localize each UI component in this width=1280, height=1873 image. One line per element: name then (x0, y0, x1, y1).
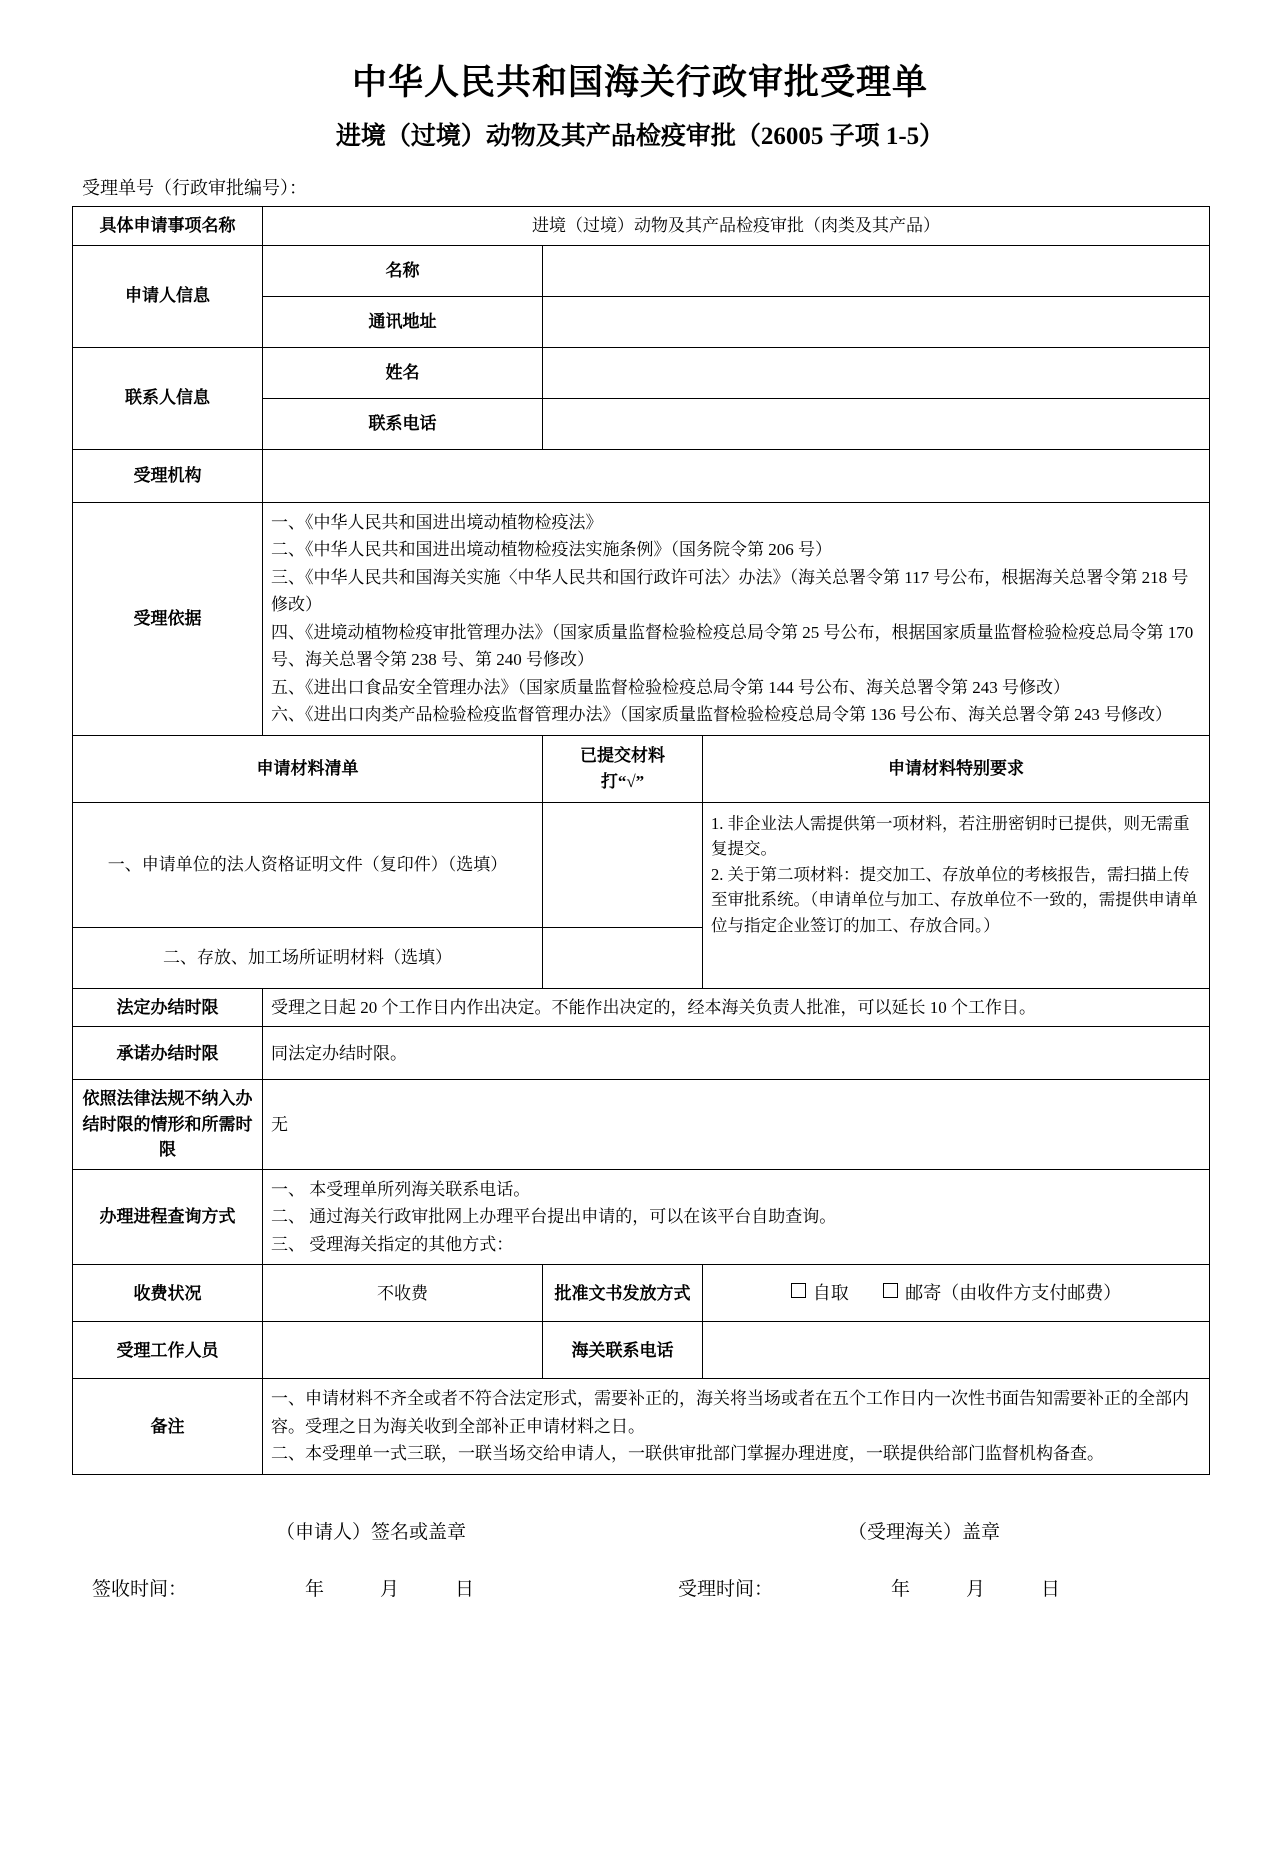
applicant-signature-label: （申请人）签名或盖章 (275, 1521, 466, 1543)
submitted-header-line1: 已提交材料 (580, 746, 665, 766)
legal-deadline-value: 受理之日起 20 个工作日内作出决定。不能作出决定的，经本海关负责人批准，可以延长 10 个工作日。 (263, 988, 1210, 1027)
excluded-time-value: 无 (263, 1080, 1210, 1170)
date-row (72, 1574, 1208, 1601)
legal-basis-item: 五、《进出口食品安全管理办法》（国家质量监督检验检疫总局令第 144 号公布、海关总署令第 243 号修改） (271, 677, 1070, 697)
material-1-checkbox[interactable] (543, 802, 703, 927)
table-row-legal-basis (73, 502, 1210, 735)
progress-query-item: 一、 本受理单所列海关联系电话。 (271, 1179, 531, 1199)
table-row-promised-deadline (73, 1027, 1210, 1080)
material-2-checkbox[interactable] (543, 927, 703, 988)
table-row-applicant-name (73, 245, 1210, 296)
checkbox-icon[interactable] (791, 1283, 806, 1298)
table-row-legal-deadline (73, 988, 1210, 1027)
staff-label: 受理工作人员 (73, 1322, 263, 1379)
approval-form-table (72, 206, 1210, 1475)
applicant-address-label: 通讯地址 (263, 296, 543, 347)
table-row-item-name (73, 207, 1210, 246)
material-item-2: 二、存放、加工场所证明材料（选填） (73, 927, 543, 988)
promised-deadline-value: 同法定办结时限。 (263, 1027, 1210, 1080)
agency-field[interactable] (263, 449, 1210, 502)
table-row-agency (73, 449, 1210, 502)
contact-phone-field[interactable] (543, 398, 1210, 449)
table-row-fee-delivery (73, 1265, 1210, 1322)
applicant-address-field[interactable] (543, 296, 1210, 347)
page-subtitle: 进境（过境）动物及其产品检疫审批（26005 子项 1-5） (335, 123, 945, 150)
table-row-materials-header (73, 735, 1210, 802)
materials-list-header: 申请材料清单 (73, 735, 543, 802)
table-row-material-1 (73, 802, 1210, 927)
accept-time-label: 受理时间： (678, 1578, 774, 1600)
sign-day-label: 日 (455, 1578, 475, 1600)
legal-basis-item: 一、《中华人民共和国进出境动植物检疫法》 (271, 512, 603, 532)
submitted-materials-header (543, 735, 703, 802)
delivery-option-pickup-label: 自取 (812, 1282, 849, 1303)
delivery-method-options (703, 1265, 1210, 1322)
fee-status-value: 不收费 (263, 1265, 543, 1322)
delivery-option-pickup[interactable] (791, 1283, 849, 1303)
item-name-value[interactable]: 进境（过境）动物及其产品检疫审批（肉类及其产品） (263, 207, 1210, 246)
applicant-info-label: 申请人信息 (73, 245, 263, 347)
accept-year-label: 年 (891, 1578, 911, 1600)
progress-query-item: 三、 受理海关指定的其他方式： (271, 1234, 514, 1254)
delivery-option-mail-label: 邮寄（由收件方支付邮费） (905, 1282, 1122, 1303)
remarks-content (263, 1379, 1210, 1475)
legal-basis-content (263, 502, 1210, 735)
sign-year-label: 年 (305, 1578, 325, 1600)
delivery-option-mail[interactable] (883, 1283, 1121, 1303)
agency-label: 受理机构 (73, 449, 263, 502)
special-requirements-content (703, 802, 1210, 988)
legal-basis-item: 四、《进境动植物检疫审批管理办法》（国家质量监督检验检疫总局令第 25 号公布，根据国家质量监督检验检疫总局令第 170 号、海关总署令第 238 号、第 240 号修改） (271, 622, 1194, 670)
legal-basis-item: 六、《进出口肉类产品检验检疫监督管理办法》（国家质量监督检验检疫总局令第 136 号公布、海关总署令第 243 号修改） (271, 705, 1172, 725)
legal-deadline-label: 法定办结时限 (73, 988, 263, 1027)
accept-date-group (640, 1574, 1208, 1601)
special-requirements-header: 申请材料特别要求 (703, 735, 1210, 802)
legal-basis-item: 二、《中华人民共和国进出境动植物检疫法实施条例》（国务院令第 206 号） (271, 540, 832, 560)
accept-month-label: 月 (966, 1578, 986, 1600)
special-requirement-item: 2. 关于第二项材料：提交加工、存放单位的考核报告，需扫描上传至审批系统。（申请单位与加工、存放单位不一致的，需提供申请单位与指定企业签订的加工、存放合同。） (711, 864, 1198, 935)
table-row-remarks (73, 1379, 1210, 1475)
table-row-excluded-time (73, 1080, 1210, 1170)
remarks-label: 备注 (73, 1379, 263, 1475)
progress-query-item: 二、 通过海关行政审批网上办理平台提出申请的，可以在该平台自助查询。 (271, 1207, 837, 1227)
fee-status-label: 收费状况 (73, 1265, 263, 1322)
customs-seal-label: （受理海关）盖章 (847, 1521, 1000, 1543)
item-name-label: 具体申请事项名称 (73, 207, 263, 246)
contact-info-label: 联系人信息 (73, 347, 263, 449)
sign-date-group (72, 1574, 640, 1601)
table-row-progress-query (73, 1169, 1210, 1265)
excluded-time-label: 依照法律法规不纳入办结时限的情形和所需时限 (73, 1080, 263, 1170)
contact-phone-label: 联系电话 (263, 398, 543, 449)
applicant-name-field[interactable] (543, 245, 1210, 296)
contact-name-label: 姓名 (263, 347, 543, 398)
progress-query-label: 办理进程查询方式 (73, 1169, 263, 1265)
table-row-staff-phone (73, 1322, 1210, 1379)
legal-basis-item: 三、《中华人民共和国海关实施〈中华人民共和国行政许可法〉办法》（海关总署令第 117 号公布，根据海关总署令第 218 号修改） (271, 567, 1189, 615)
staff-field[interactable] (263, 1322, 543, 1379)
customs-phone-label: 海关联系电话 (543, 1322, 703, 1379)
submitted-header-line2: 打“√” (600, 771, 645, 791)
applicant-name-label: 名称 (263, 245, 543, 296)
accept-day-label: 日 (1041, 1578, 1061, 1600)
table-row-contact-name (73, 347, 1210, 398)
material-item-1: 一、申请单位的法人资格证明文件（复印件）（选填） (73, 802, 543, 927)
special-requirement-item: 1. 非企业法人需提供第一项材料，若注册密钥时已提供，则无需重复提交。 (711, 813, 1190, 859)
signature-row (72, 1517, 1208, 1544)
legal-basis-label: 受理依据 (73, 502, 263, 735)
document-page (0, 62, 1280, 1873)
sign-month-label: 月 (380, 1578, 400, 1600)
promised-deadline-label: 承诺办结时限 (73, 1027, 263, 1080)
progress-query-content (263, 1169, 1210, 1265)
remarks-item: 一、申请材料不齐全或者不符合法定形式，需要补正的，海关将当场或者在五个工作日内一次性书面告知需要补正的全部内容。受理之日为海关收到全部补正申请材料之日。 (271, 1389, 1189, 1436)
checkbox-icon[interactable] (883, 1283, 898, 1298)
delivery-method-label: 批准文书发放方式 (543, 1265, 703, 1322)
contact-name-field[interactable] (543, 347, 1210, 398)
customs-phone-field[interactable] (703, 1322, 1210, 1379)
sign-time-label: 签收时间： (92, 1578, 188, 1600)
receipt-number-line: 受理单号（行政审批编号）： (82, 178, 307, 198)
remarks-item: 二、本受理单一式三联，一联当场交给申请人，一联供审批部门掌握办理进度，一联提供给部门监督机构备查。 (271, 1444, 1104, 1464)
page-title: 中华人民共和国海关行政审批受理单 (351, 63, 928, 102)
